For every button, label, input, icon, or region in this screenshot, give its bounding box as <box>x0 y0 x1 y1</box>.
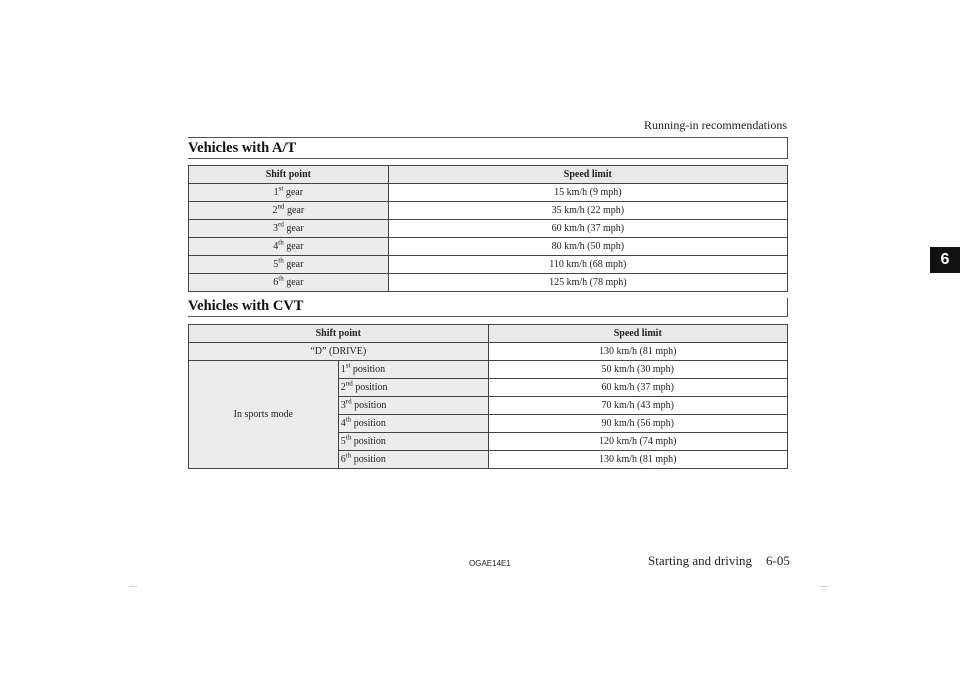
at-col-shift-point: Shift point <box>189 166 389 184</box>
ordinal-number: 5 <box>340 436 346 447</box>
ordinal-unit: gear <box>286 223 304 234</box>
ordinal-unit: position <box>353 436 386 447</box>
cvt-drive-speed: 130 km/h (81 mph) <box>488 343 787 361</box>
at-shift-point-cell <box>189 256 389 274</box>
at-shift-point-cell <box>189 274 389 292</box>
cvt-speed-limit-cell: 50 km/h (30 mph) <box>488 361 787 379</box>
ordinal-unit: position <box>355 382 388 393</box>
crop-mark-right <box>820 586 828 587</box>
ordinal-suffix: st <box>345 361 351 370</box>
at-speed-limit-cell: 60 km/h (37 mph) <box>388 220 787 238</box>
ordinal-unit: position <box>353 418 386 429</box>
footer-doc-code: OGAE14E1 <box>469 559 511 568</box>
ordinal-number: 4 <box>273 241 279 252</box>
at-shift-point-cell <box>189 238 389 256</box>
ordinal-unit: gear <box>286 259 304 270</box>
at-speed-limit-cell: 125 km/h (78 mph) <box>388 274 787 292</box>
ordinal-suffix: th <box>278 238 284 247</box>
cvt-position-cell <box>338 379 488 397</box>
at-table-row <box>189 238 788 256</box>
cvt-title-rightbar <box>787 298 788 317</box>
ordinal-unit: gear <box>286 277 304 288</box>
cvt-col-shift-point: Shift point <box>189 325 489 343</box>
cvt-position-cell <box>338 433 488 451</box>
cvt-speed-limit-cell: 90 km/h (56 mph) <box>488 415 787 433</box>
ordinal-number: 6 <box>340 454 346 465</box>
ordinal-suffix: rd <box>278 220 284 229</box>
at-speed-limit-cell: 15 km/h (9 mph) <box>388 184 787 202</box>
ordinal-number: 3 <box>340 400 346 411</box>
running-header: Running-in recommendations <box>644 118 787 132</box>
ordinal-suffix: th <box>278 274 284 283</box>
ordinal-number: 1 <box>340 364 346 375</box>
at-table-row <box>189 256 788 274</box>
cvt-speed-limit-cell: 130 km/h (81 mph) <box>488 451 787 469</box>
at-speed-table <box>188 165 788 292</box>
ordinal-suffix: th <box>345 433 352 442</box>
ordinal-suffix: th <box>345 451 352 460</box>
ordinal-suffix: th <box>278 256 284 265</box>
ordinal-number: 2 <box>340 382 346 393</box>
footer-section-name: Starting and driving <box>648 553 752 568</box>
at-table-header-row <box>189 166 788 184</box>
cvt-title-underline <box>188 316 788 317</box>
at-speed-limit-cell: 80 km/h (50 mph) <box>388 238 787 256</box>
cvt-table-header-row <box>189 325 788 343</box>
cvt-col-speed-limit: Speed limit <box>488 325 787 343</box>
at-speed-limit-cell: 110 km/h (68 mph) <box>388 256 787 274</box>
cvt-position-cell <box>338 415 488 433</box>
ordinal-number: 2 <box>272 205 278 216</box>
ordinal-unit: gear <box>286 205 305 216</box>
at-shift-point-cell <box>189 220 389 238</box>
at-shift-point-cell <box>189 184 389 202</box>
at-section-title: Vehicles with A/T <box>188 140 297 156</box>
ordinal-suffix: st <box>278 184 284 193</box>
chapter-tab: 6 <box>930 247 960 273</box>
cvt-speed-limit-cell: 60 km/h (37 mph) <box>488 379 787 397</box>
cvt-speed-limit-cell: 120 km/h (74 mph) <box>488 433 787 451</box>
at-table-row <box>189 202 788 220</box>
ordinal-number: 3 <box>273 223 279 234</box>
at-title-rightbar <box>787 137 788 159</box>
cvt-sports-row <box>189 361 788 379</box>
cvt-speed-table <box>188 324 788 469</box>
cvt-drive-label: “D” (DRIVE) <box>189 343 489 361</box>
ordinal-suffix: nd <box>277 202 285 211</box>
crop-mark-left <box>129 586 137 587</box>
ordinal-suffix: nd <box>345 379 353 388</box>
at-table-row <box>189 184 788 202</box>
at-title-underline <box>188 158 788 159</box>
cvt-position-cell <box>338 451 488 469</box>
section-rule-top <box>188 137 788 138</box>
at-table-row <box>189 274 788 292</box>
cvt-sports-mode-label: In sports mode <box>189 361 339 469</box>
ordinal-number: 1 <box>273 187 279 198</box>
at-shift-point-cell <box>189 202 389 220</box>
ordinal-number: 5 <box>273 259 279 270</box>
ordinal-unit: gear <box>286 241 304 252</box>
ordinal-suffix: th <box>345 415 352 424</box>
at-speed-limit-cell: 35 km/h (22 mph) <box>388 202 787 220</box>
cvt-drive-row <box>189 343 788 361</box>
at-col-speed-limit: Speed limit <box>388 166 787 184</box>
cvt-position-cell <box>338 397 488 415</box>
cvt-section-title: Vehicles with CVT <box>188 298 304 314</box>
ordinal-number: 6 <box>273 277 279 288</box>
ordinal-unit: position <box>353 454 386 465</box>
ordinal-number: 4 <box>340 418 346 429</box>
ordinal-unit: position <box>354 400 387 411</box>
ordinal-suffix: rd <box>345 397 352 406</box>
at-table-row <box>189 220 788 238</box>
ordinal-unit: position <box>352 364 386 375</box>
footer-page-number: 6-05 <box>766 553 790 568</box>
ordinal-unit: gear <box>285 187 304 198</box>
cvt-position-cell <box>338 361 488 379</box>
cvt-speed-limit-cell: 70 km/h (43 mph) <box>488 397 787 415</box>
